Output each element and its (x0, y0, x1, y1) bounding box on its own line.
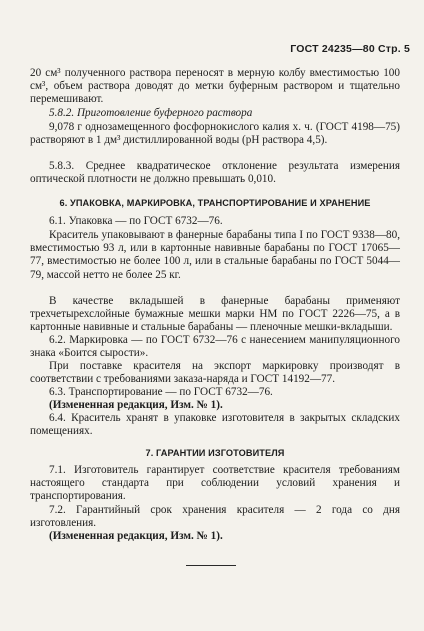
paragraph-7-1: 7.1. Изготовитель гарантирует соответствие красителя требованиям настоящего стандарта при соблюдении условий хранения и транспортирования. (30, 464, 400, 503)
paragraph-liners: В качестве вкладышей в фанерные барабаны применяют трехчетырехслойные бумажные мешки марки НМ по ГОСТ 2226—75, а в картонные навивные и стальные барабаны — пленочные мешки-вкладыши. (30, 295, 400, 334)
paragraph-6-2: 6.2. Маркировка — по ГОСТ 6732—76 с нанесением манипуляционного знака «Боится сырости». (30, 334, 400, 360)
paragraph-export: При поставке красителя на экспорт маркировку производят в соответствии с требованиями заказа-наряда и ГОСТ 14192—77. (30, 360, 400, 386)
paragraph-7-2: 7.2. Гарантийный срок хранения красителя — 2 года со дня изготовления. (30, 504, 400, 530)
section-6-heading: 6. УПАКОВКА, МАРКИРОВКА, ТРАНСПОРТИРОВАНИЕ И ХРАНЕНИЕ (59, 198, 371, 208)
paragraph-6-1: 6.1. Упаковка — по ГОСТ 6732—76. (49, 215, 223, 227)
page-header: ГОСТ 24235—80 Стр. 5 (290, 43, 410, 55)
paragraph-packaging: Краситель упаковывают в фанерные барабаны типа I по ГОСТ 9338—80, вместимостью 93 л, или в картонные навивные барабаны по ГОСТ 17065—77, вместимостью не более 100 л, или в стальные барабаны по ГОСТ 5044—79, массой нетто не более 25 кг. (30, 229, 400, 281)
paragraph-6-3: 6.3. Транспортирование — по ГОСТ 6732—76. (49, 386, 273, 398)
paragraph-buffer-prep: 9,078 г однозамещенного фосфорнокислого калия х. ч. (ГОСТ 4198—75) растворяют в 1 дм³ дистиллированной воды (рН раствора 4,5). (30, 121, 400, 147)
paragraph-solution-transfer: 20 см³ полученного раствора переносят в мерную колбу вместимостью 100 см³, объем раствора доводят до метки буферным раствором и тщательно перемешивают. (30, 67, 400, 106)
amendment-note-2: (Измененная редакция, Изм. № 1). (49, 530, 223, 542)
subsection-buffer-title: 5.8.2. Приготовление буферного раствора (49, 107, 253, 119)
end-rule (186, 565, 236, 566)
section-7-heading: 7. ГАРАНТИИ ИЗГОТОВИТЕЛЯ (145, 448, 285, 458)
amendment-note-1: (Измененная редакция, Изм. № 1). (49, 399, 223, 411)
paragraph-deviation: 5.8.3. Среднее квадратическое отклонение результата измерения оптической плотности не должно превышать 0,010. (30, 160, 400, 186)
paragraph-6-4: 6.4. Краситель хранят в упаковке изготовителя в закрытых складских помещениях. (30, 412, 400, 438)
